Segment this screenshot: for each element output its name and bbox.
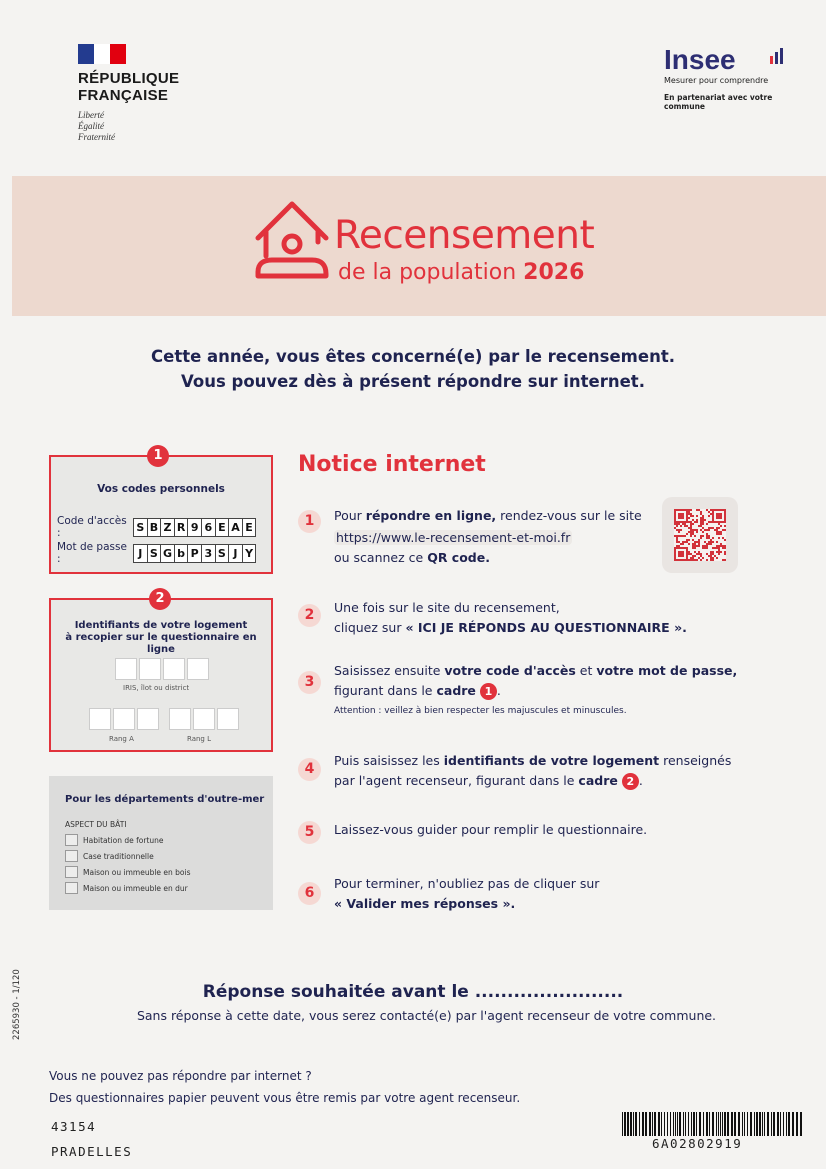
notice-title: Notice internet xyxy=(298,452,486,477)
step3-text-d: votre mot de passe, xyxy=(596,663,738,678)
step6-line2: « Valider mes réponses ». xyxy=(334,896,516,911)
rang-a-label: Rang A xyxy=(109,735,134,743)
cadre-2-badge: 2 xyxy=(622,773,639,790)
password-char: b xyxy=(174,544,189,563)
password-char: J xyxy=(228,544,243,563)
step2-text-a: cliquez sur xyxy=(334,620,406,635)
step1-text-d: ou scannez ce xyxy=(334,550,428,565)
step3-text-f: cadre xyxy=(436,683,476,698)
banner-year: 2026 xyxy=(523,260,585,285)
footer-line2: Des questionnaires papier peuvent vous être remis par votre agent recenseur. xyxy=(49,1091,521,1105)
step-number: 1 xyxy=(298,510,321,533)
box1-badge: 1 xyxy=(147,445,169,467)
box2-badge: 2 xyxy=(149,588,171,610)
qr-code-icon xyxy=(674,509,726,561)
housing-identifiers-title xyxy=(51,620,271,656)
option-habitation-fortune xyxy=(65,834,164,846)
personal-codes-box xyxy=(49,448,273,574)
step-number: 5 xyxy=(298,821,321,844)
insee-bars-icon xyxy=(770,48,783,64)
step-number: 3 xyxy=(298,671,321,694)
intro-text xyxy=(0,344,826,394)
motto-egalite: Égalité xyxy=(78,121,104,131)
step5-text: Laissez-vous guider pour remplir le questionnaire. xyxy=(334,822,648,837)
access-char: A xyxy=(228,518,243,537)
step6-line1: Pour terminer, n'oubliez pas de cliquer sur xyxy=(334,876,600,891)
password-row xyxy=(57,541,255,565)
cadre-1-badge: 1 xyxy=(480,683,497,700)
access-code-cells xyxy=(133,518,255,537)
paper-questionnaire-info xyxy=(49,1065,520,1109)
motto-liberte: Liberté xyxy=(78,110,104,120)
housing-identifiers-box xyxy=(49,591,273,752)
password-char: P xyxy=(187,544,202,563)
overseas-title: Pour les départements d'outre-mer xyxy=(65,794,265,805)
barcode-icon xyxy=(622,1112,804,1136)
access-char: R xyxy=(174,518,189,537)
access-char: S xyxy=(133,518,148,537)
step3-text-a: Saisissez ensuite xyxy=(334,663,445,678)
password-char: S xyxy=(147,544,162,563)
step-number: 2 xyxy=(298,604,321,627)
option-label: Case traditionnelle xyxy=(83,851,154,861)
password-char: G xyxy=(160,544,175,563)
password-label: Mot de passe : xyxy=(57,541,127,565)
access-char: 6 xyxy=(201,518,216,537)
motto-fraternite: Fraternité xyxy=(78,132,115,142)
access-char: Z xyxy=(160,518,175,537)
postal-code: 43154 xyxy=(51,1119,97,1134)
checkbox-icon xyxy=(65,866,78,878)
banner-title: Recensement xyxy=(334,213,595,258)
option-label: Maison ou immeuble en dur xyxy=(83,883,188,893)
address-block xyxy=(51,1114,132,1164)
password-char: Y xyxy=(242,544,257,563)
housing-title-line1: Identifiants de votre logement xyxy=(74,620,248,631)
house-person-icon xyxy=(254,198,330,284)
step2-text-b: « ICI JE RÉPONDS AU QUESTIONNAIRE ». xyxy=(405,620,687,635)
step4-text-a: Puis saisissez les xyxy=(334,753,444,768)
iris-label: IRIS, îlot ou district xyxy=(123,684,190,692)
recensement-banner xyxy=(12,176,826,316)
step3-note: Attention : veillez à bien respecter les majuscules et minuscules. xyxy=(334,706,627,716)
access-char: E xyxy=(215,518,230,537)
checkbox-icon xyxy=(65,850,78,862)
checkbox-icon xyxy=(65,834,78,846)
step4-text-b: identifiants de votre logement xyxy=(443,753,660,768)
step1-text-a: Pour xyxy=(334,508,366,523)
city-name: PRADELLES xyxy=(51,1144,133,1159)
option-label: Habitation de fortune xyxy=(83,835,164,845)
step3-text-b: votre code d'accès xyxy=(444,663,576,678)
access-char: 9 xyxy=(187,518,202,537)
option-label: Maison ou immeuble en bois xyxy=(83,867,191,877)
aspect-bati-label: ASPECT DU BÂTI xyxy=(65,820,127,829)
rf-line1: RÉPUBLIQUE xyxy=(78,70,180,87)
housing-title-line2: à recopier sur le questionnaire en ligne xyxy=(65,632,257,655)
access-char: B xyxy=(147,518,162,537)
access-code-row xyxy=(57,515,255,539)
iris-boxes xyxy=(115,658,211,680)
step-number: 4 xyxy=(298,758,321,781)
option-maison-dur xyxy=(65,882,188,894)
insee-tagline: Mesurer pour comprendre xyxy=(664,76,769,85)
marianne-flag-icon xyxy=(78,44,126,64)
password-char: J xyxy=(133,544,148,563)
rang-a-boxes xyxy=(89,708,161,730)
intro-line1: Cette année, vous êtes concerné(e) par le recensement. xyxy=(151,347,675,366)
rf-line2: FRANÇAISE xyxy=(78,87,169,104)
banner-subtitle xyxy=(338,260,584,286)
form-reference: 2265930 - 1/120 xyxy=(12,969,22,1040)
step-number: 6 xyxy=(298,882,321,905)
option-case-traditionnelle xyxy=(65,850,154,862)
step1-text-b: répondre en ligne, xyxy=(365,508,497,523)
checkbox-icon xyxy=(65,882,78,894)
password-char: S xyxy=(215,544,230,563)
step3-text-c: et xyxy=(575,663,597,678)
step3-text-e: figurant dans le xyxy=(334,683,437,698)
qr-code[interactable] xyxy=(662,497,738,573)
deadline-subtitle: Sans réponse à cette date, vous serez contacté(e) par l'agent recenseur de votre commune. xyxy=(136,1008,717,1023)
password-char: 3 xyxy=(201,544,216,563)
step4-text-f: . xyxy=(638,773,643,788)
access-char: E xyxy=(242,518,257,537)
insee-name: Insee xyxy=(664,44,736,75)
insee-partner: En partenariat avec votre commune xyxy=(664,93,773,111)
step1-text-e: QR code. xyxy=(427,550,490,565)
step4-text-c: renseignés xyxy=(659,753,732,768)
intro-line2: Vous pouvez dès à présent répondre sur internet. xyxy=(181,372,645,391)
step2-line1: Une fois sur le site du recensement, xyxy=(334,600,560,615)
banner-subtitle-text: de la population xyxy=(338,260,524,285)
step4-text-e: cadre xyxy=(578,773,618,788)
census-website-link[interactable]: https://www.le-recensement-et-moi.fr xyxy=(336,530,571,545)
insee-logo xyxy=(664,46,814,111)
overseas-departments-box xyxy=(49,776,273,910)
rang-l-boxes xyxy=(169,708,241,730)
access-code-label: Code d'accès : xyxy=(57,515,127,539)
barcode-number: 6A02802919 xyxy=(652,1136,743,1151)
deadline-title: Réponse souhaitée avant le ....................... xyxy=(202,982,624,1002)
step3-text-g: . xyxy=(496,683,501,698)
password-cells xyxy=(133,544,255,563)
option-maison-bois xyxy=(65,866,191,878)
personal-codes-title: Vos codes personnels xyxy=(97,483,225,495)
footer-line1: Vous ne pouvez pas répondre par internet ? xyxy=(49,1069,312,1083)
step4-text-d: par l'agent recenseur, figurant dans le xyxy=(334,773,579,788)
step1-text-c: rendez-vous sur le site xyxy=(496,508,642,523)
republique-francaise-logo xyxy=(78,44,179,143)
rang-l-label: Rang L xyxy=(187,735,212,743)
